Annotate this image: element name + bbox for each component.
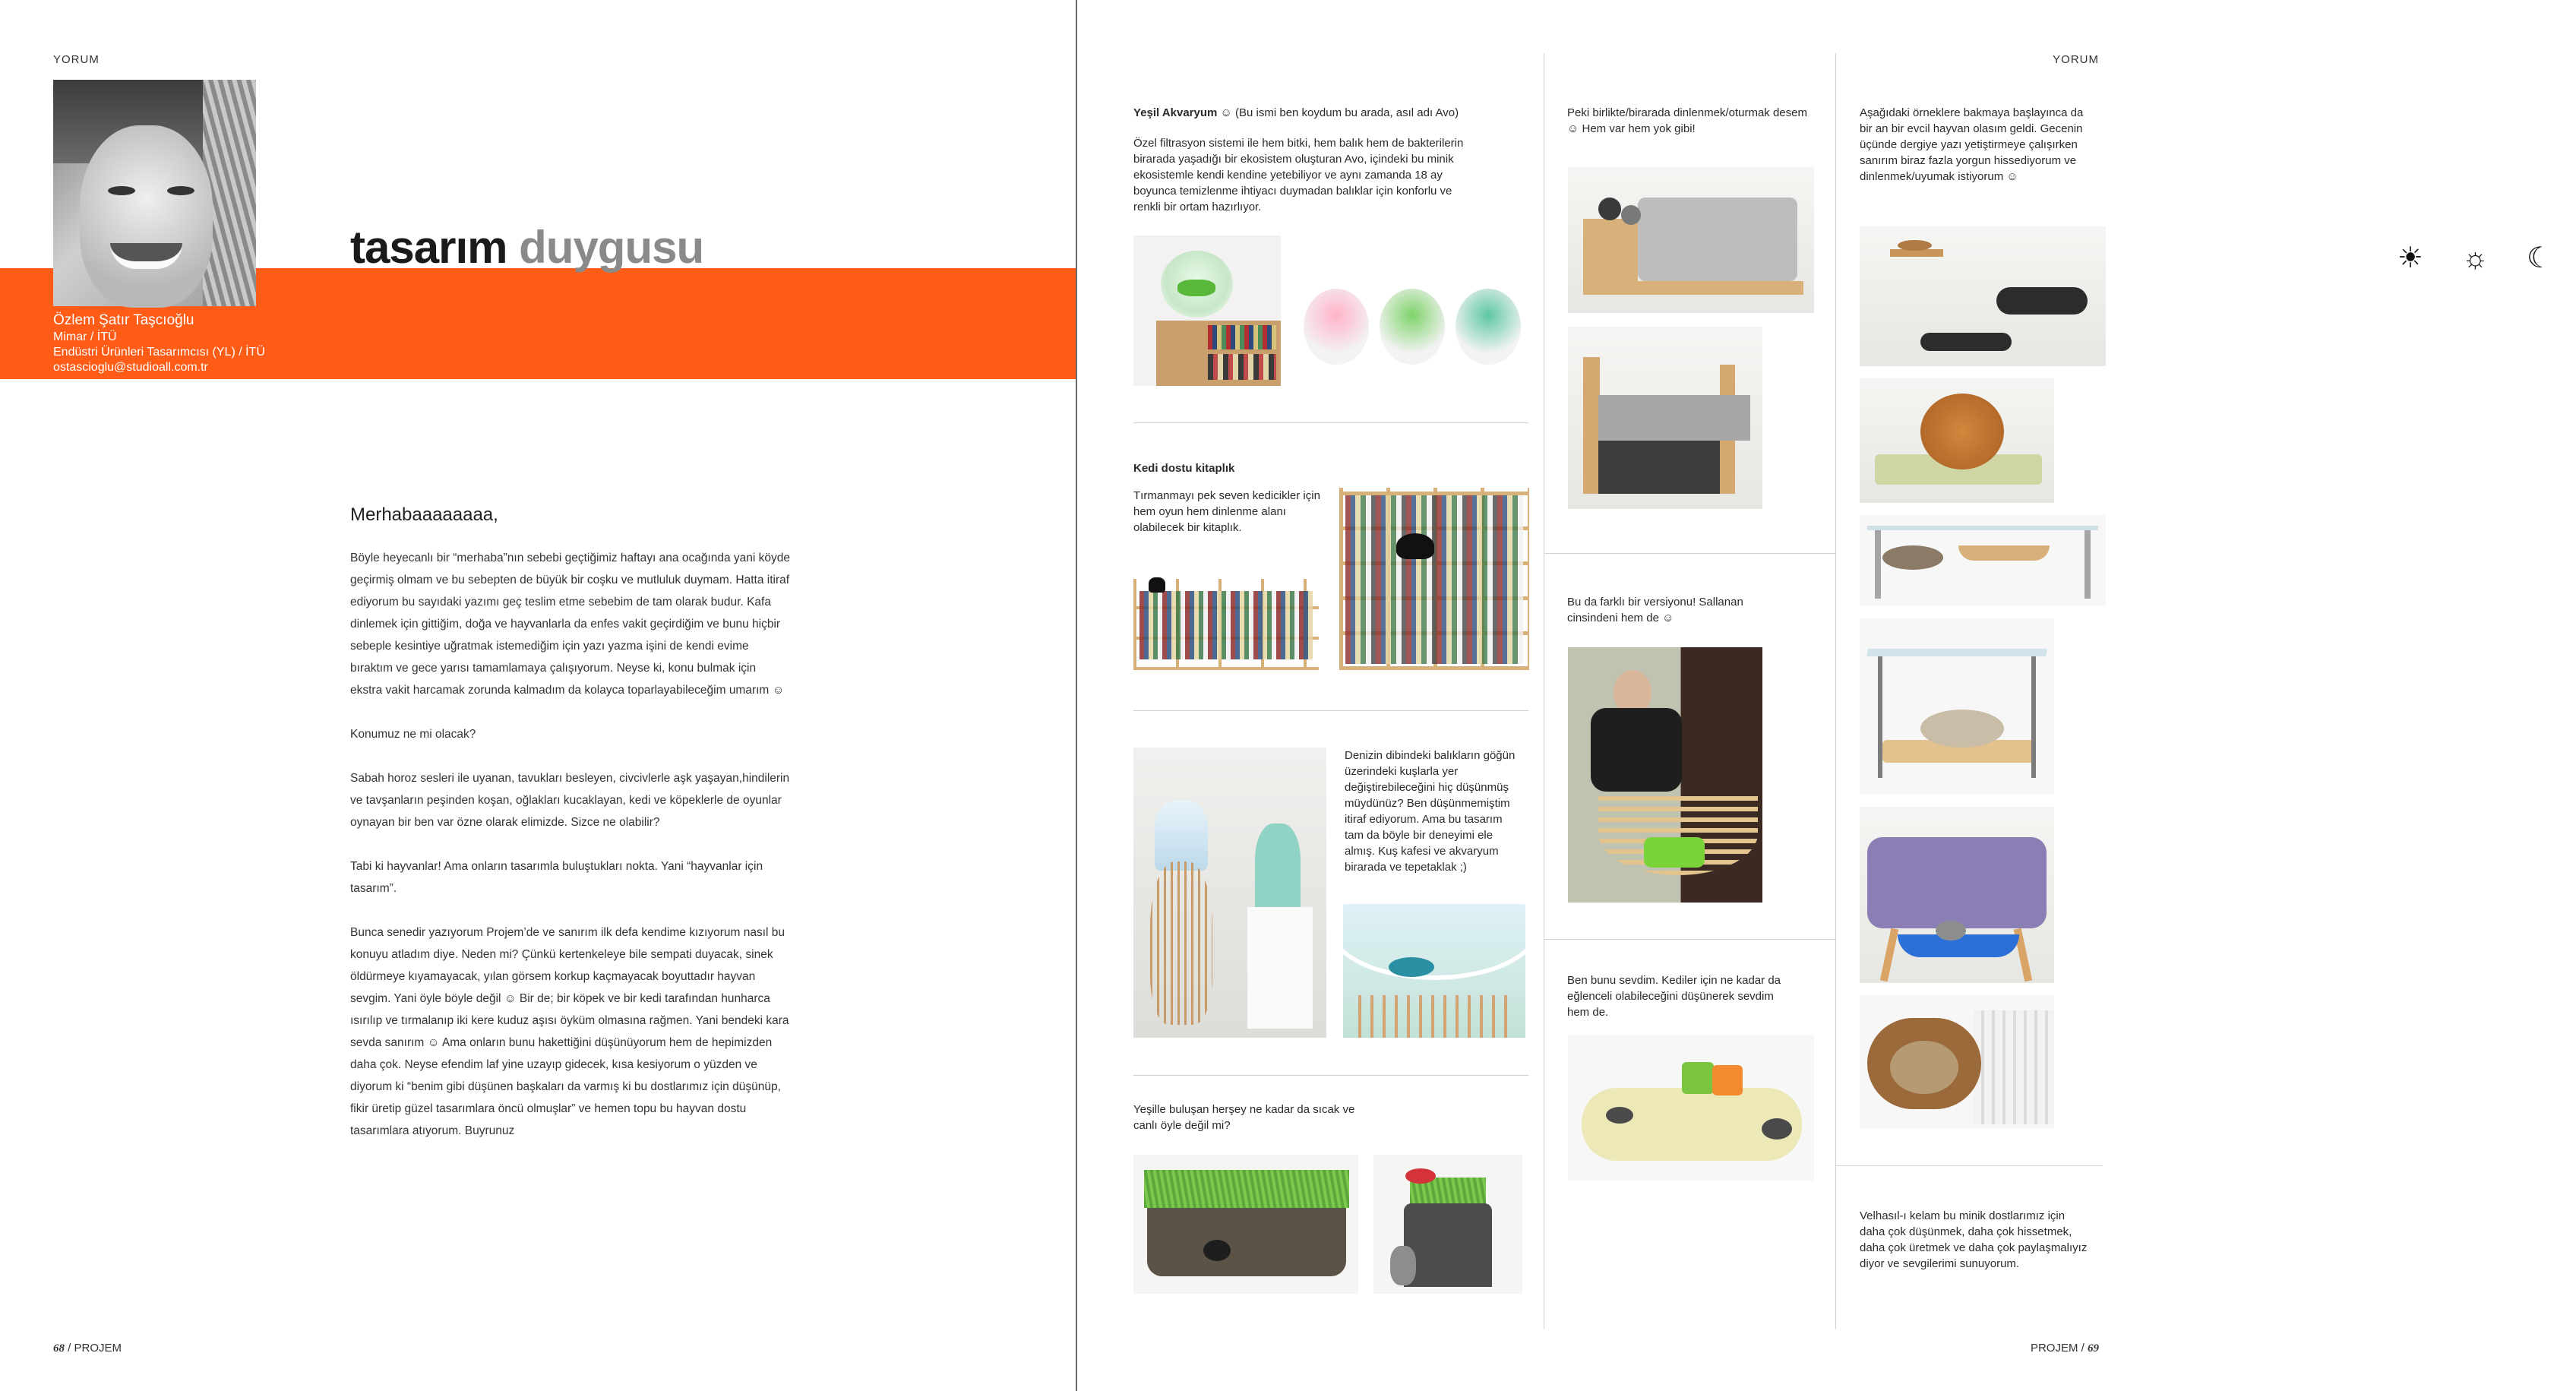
article-paragraph: Konumuz ne mi olacak? <box>350 728 476 741</box>
aquarium-bookshelf-photo <box>1133 236 1281 386</box>
article-paragraph: Tabi ki hayvanlar! Ama onların tasarımla buluştukları nokta. Yani “hayvanlar için tasarım”. <box>350 860 763 895</box>
grass-planter-photo <box>1133 1155 1358 1294</box>
section-rule <box>1544 939 1835 940</box>
dog-sofa-photo <box>1568 167 1814 313</box>
section-rule <box>1835 1165 2103 1166</box>
rocking-chair-photo <box>1568 647 1762 903</box>
author-block <box>53 311 265 375</box>
glass-coffee-table-cat-photo <box>1860 618 2054 795</box>
magazine-name-right: PROJEM <box>2030 1342 2078 1355</box>
author-name: Özlem Şatır Taşcıoğlu <box>53 312 194 328</box>
page-number-left: 68 <box>53 1342 65 1355</box>
wall-shelf-cats-photo <box>1860 226 2106 366</box>
section-rule <box>1133 710 1528 711</box>
folio-right: PROJEM / 69 <box>2030 1342 2099 1355</box>
title-word-2: duygusu <box>519 222 704 273</box>
folio-separator: / <box>68 1342 71 1355</box>
planter-text: Yeşille buluşan herşey ne kadar da sıcak ve canlı öyle değil mi? <box>1133 1103 1355 1132</box>
author-title-2: Endüstri Ürünleri Tasarımcısı (YL) / İTÜ <box>53 346 265 359</box>
aquarium-light-modes-photo <box>1297 280 1525 377</box>
author-email[interactable]: ostascioglu@studioall.com.tr <box>53 361 208 374</box>
article-body <box>350 504 791 1164</box>
column-rule <box>1835 53 1836 1329</box>
author-title-1: Mimar / İTÜ <box>53 330 117 343</box>
sunrise-icon: ☀ <box>2397 242 2424 274</box>
right-page <box>1077 0 2553 1391</box>
rocking-text: Bu da farklı bir versiyonu! Sallanan cinsindeni hem de ☺ <box>1567 596 1743 624</box>
cat-bookshelf-small-photo <box>1133 579 1319 670</box>
sun-icon: ☼ <box>2462 242 2489 274</box>
aquarium-day-cycle-icons <box>2394 243 2576 273</box>
article-title <box>350 222 704 273</box>
sofa-text: Peki birlikte/birarada dinlenmek/oturmak desem ☺ Hem var hem yok gibi! <box>1567 106 1807 135</box>
article-paragraph: Sabah horoz sesleri ile uyanan, tavukları besleyen, civcivlerle aşk yaşayan,hindilerin ve tavşanların peşinden koşan, oğlakları kucaklayan, kedi ve köpeklerle de oyunlar oynayan bir ben var özne olarak elimizde. Sizce ne olabilir? <box>350 772 790 829</box>
magazine-name-left: PROJEM <box>74 1342 122 1355</box>
purple-chair-hammock-photo <box>1860 807 2054 983</box>
birdcage-aquarium-photo <box>1133 748 1326 1038</box>
aquarium-text: Özel filtrasyon sistemi ile hem bitki, hem balık hem de bakterilerin birarada yaşadığı bir ekosistem oluşturan Avo, içindeki bu minik ekosistemle kendi kendine yetebiliyor ve aynı zamanda 18 ay boyunca temizlenme ihtiyacı duymadan balıklar için konforlu ve renkli bir ortam hazırlıyor. <box>1133 137 1464 213</box>
title-word-1: tasarım <box>350 222 507 273</box>
closing-text: Velhasıl-ı kelam bu minik dostlarımız için daha çok düşünmek, daha çok hissetmek, daha çok üretmek ve daha çok paylaşmalıyız diyor ve sevgilerimi sunuyorum. <box>1860 1209 2088 1270</box>
radiator-cat-bed-photo <box>1860 995 2054 1129</box>
bookshelf-text: Tırmanmayı pek seven kedicikler için hem oyun hem dinlenme alanı olabilecek bir kitaplık. <box>1133 489 1320 534</box>
section-rule <box>1544 553 1835 554</box>
moon-icon: ☾ <box>2527 242 2553 274</box>
folio-left <box>53 1342 122 1355</box>
page-number-right: 69 <box>2088 1342 2099 1355</box>
dog-armchair-photo <box>1568 327 1762 509</box>
birdcage-text: Denizin dibindeki balıkların göğün üzerindeki kuşlarla yer değiştirebileceğini hiç düşünmüş müydünüz? Ben düşünmemiştim itiraf ediyorum. Ama bu tasarım tam da böyle bir deneyimi ele almış. Kuş kafesi ve akvaryum birarada ve tepetaklak ;) <box>1345 749 1516 874</box>
section-rule <box>1133 1075 1528 1076</box>
cat-bookshelf-tall-photo <box>1339 488 1529 670</box>
glass-table-hammock-photo <box>1860 515 2106 606</box>
running-head-left: YORUM <box>53 53 100 66</box>
intro-text-col3: Aşağıdaki örneklere bakmaya başlayınca da bir an bir evcil hayvan olasım geldi. Gecenin üçünde dergiye yazı yetiştirmeye çalışırken sanırım biraz fazla yorgun hissediyorum ve dinlenmek/uyumak istiyorum ☺ <box>1860 106 2084 183</box>
cat-house-planter-photo <box>1373 1155 1522 1294</box>
pomeranian-bed-photo <box>1860 378 2054 503</box>
author-portrait <box>53 80 256 306</box>
article-paragraph: Bunca senedir yazıyorum Projem’de ve sanırım ilk defa kendime kızıyorum nasıl bu konuyu atladım diye. Neden mi? Çünkü kertenkeleye bile sempati duyacak, sinek öldürmeye kıyamayacak, yılan görsem korkup kaçmayacak boyuttadır hayvan sevgim. Yani öyle böyle değil ☺ Bir de; bir köpek ve bir kedi tarafından hunharca ısırılıp ve tırmalanıp iki kere kuduz aşısı öyküm olmasına rağmen. Yani bendeki kara sevda sanırım ☺ Ama onların bunu hakettiğini düşünüyorum hem de hepimizden daha çok. Neyse efendim laf yine uzayıp gidecek, kısa kesiyorum o yüzden ve diyorum ki “benim gibi düşünen başkaları da varmış ki bu dostlarımız için düşünüp, fikir üretip güzel tasarımlara öncü olmuşlar” ve hemen topu bu hayvan dostu tasarımlara atıyorum. Buyrunuz <box>350 926 789 1137</box>
left-page <box>0 0 1076 1391</box>
article-greeting: Merhabaaaaaaaa, <box>350 504 498 525</box>
article-paragraph: Böyle heyecanlı bir “merhaba”nın sebebi geçtiğimiz haftayı ana ocağında yani köyde geçirmiş olmam ve bu sebepten de büyük bir coşku ve mutluluk duymam. Hatta itiraf ediyorum bu sayıdaki yazımı geç teslim etme sebebim de tam olarak budur. Kafa dinlemek için gittiğim, doğa ve hayvanlarla da enfes vakit geçirdiğim ve bunu hiçbir sebeple kesintiye uğratmak istemediğim için yazı yazma işini de kendi evime bıraktım ve gece yarısı tamamlamaya çalışıyorum. Neyse ki, konu bulmak için ekstra vakit harcamak zorunda kalmadım da kolayca toparlayabileceğim umarım ☺ <box>350 552 791 697</box>
bookshelf-heading: Kedi dostu kitaplık <box>1133 462 1235 475</box>
section-rule <box>1133 422 1528 423</box>
tube-sofa-text: Ben bunu sevdim. Kediler için ne kadar da eğlenceli olabileceğini düşünerek sevdim hem de. <box>1567 974 1781 1019</box>
aquarium-heading: Yeşil Akvaryum ☺ (Bu ismi ben koydum bu arada, asıl adı Avo) <box>1133 106 1459 119</box>
running-head-right: YORUM <box>2053 53 2099 66</box>
upside-down-aquarium-photo <box>1343 904 1525 1038</box>
tube-sofa-photo <box>1568 1035 1814 1181</box>
